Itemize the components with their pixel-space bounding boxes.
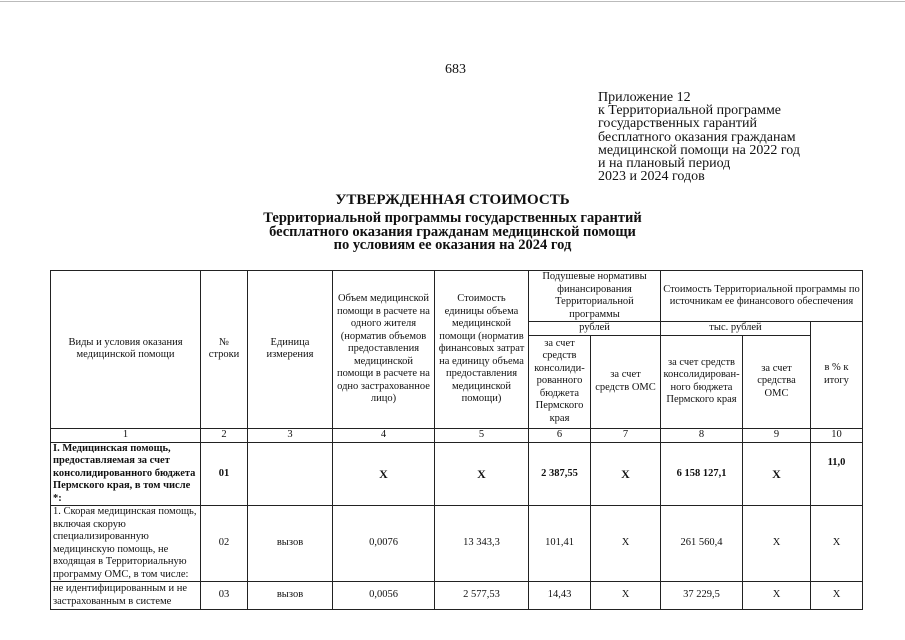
table-row [51,442,863,506]
row-volume: 0,0056 [333,582,435,610]
column-number: 3 [248,428,333,442]
row-per-capita-budget: 101,41 [529,506,591,582]
row-per-capita-oms: X [591,442,661,506]
subtitle-line: Территориальной программы государственных гарантий [263,210,642,226]
row-percent: X [811,582,863,610]
column-number: 6 [529,428,591,442]
appendix-line: бесплатного оказания гражданам [598,129,796,145]
appendix-note [598,91,800,183]
page-number: 683 [445,62,466,77]
row-name: 1. Скорая медицинская помощь, включая скорую специализированную медицинскую помощь, не входящая в Территориальную программу ОМС, в том числе: [51,506,201,582]
row-percent: 11,0 [811,442,863,506]
scan-edge-line [0,1,905,2]
header-unit-rubles: рублей [529,322,661,336]
row-total-oms: X [743,442,811,506]
header-volume: Объем медицинской помощи в расчете на одного жителя (норматив объемов предоставления медицинской помощи в расчете на одно застрахованное лицо) [333,271,435,429]
row-total-budget: 261 560,4 [661,506,743,582]
row-unit: вызов [248,506,333,582]
header-kinds-conditions: Виды и условия оказания медицинской помощи [51,271,201,429]
column-number: 2 [201,428,248,442]
column-number: 5 [435,428,529,442]
header-per-capita-oms: за счет средств ОМС [591,335,661,428]
row-per-capita-budget: 14,43 [529,582,591,610]
row-name: не идентифицированным и не застрахованным в системе [51,582,201,610]
appendix-line: 2023 и 2024 годов [598,169,705,185]
row-unit-cost: X [435,442,529,506]
header-total-budget: за счет средств консолидирован- ного бюджета Пермского края [661,335,743,428]
row-line-number: 02 [201,506,248,582]
row-unit-cost: 13 343,3 [435,506,529,582]
column-number-row [51,428,863,442]
row-unit-cost: 2 577,53 [435,582,529,610]
document-title: УТВЕРЖДЕННАЯ СТОИМОСТЬ [335,192,570,208]
header-unit-thousand-rubles: тыс. рублей [661,322,811,336]
header-total-oms: за счет средства ОМС [743,335,811,428]
row-unit [248,442,333,506]
header-unit-cost: Стоимость единицы объема медицинской помощи (норматив финансовых затрат на единицу объема предоставления медицинской помощи) [435,271,529,429]
column-number: 9 [743,428,811,442]
row-percent: X [811,506,863,582]
header-percent-total: в % к итогу [811,322,863,429]
column-number: 4 [333,428,435,442]
row-volume: X [333,442,435,506]
row-line-number: 01 [201,442,248,506]
cost-table [50,270,863,610]
row-per-capita-oms: X [591,582,661,610]
column-number: 10 [811,428,863,442]
row-per-capita-oms: X [591,506,661,582]
subtitle-line: по условиям ее оказания на 2024 год [333,237,572,253]
row-total-oms: X [743,506,811,582]
row-total-budget: 6 158 127,1 [661,442,743,506]
document-subtitle [0,212,905,253]
row-line-number: 03 [201,582,248,610]
appendix-line: к Территориальной программе [598,103,782,119]
column-number: 1 [51,428,201,442]
header-line-number: № строки [201,271,248,429]
row-total-budget: 37 229,5 [661,582,743,610]
subtitle-line: бесплатного оказания гражданам медицинской помощи [269,223,636,240]
column-number: 7 [591,428,661,442]
column-number: 8 [661,428,743,442]
table-row [51,582,863,610]
appendix-line: медицинской помощи на 2022 год [598,142,800,158]
appendix-line: Приложение 12 [598,90,691,105]
header-per-capita-group: Подушевые нормативы финансирования Территориальной программы [529,271,661,322]
header-program-cost-group: Стоимость Территориальной программы по источникам ее финансового обеспечения [661,271,863,322]
appendix-line: и на плановый период [598,156,731,172]
header-unit: Единица измерения [248,271,333,429]
row-total-oms: X [743,582,811,610]
appendix-line: государственных гарантий [598,116,757,132]
header-per-capita-budget: за счет средств консолиди- рованного бюджета Пермского края [529,335,591,428]
row-per-capita-budget: 2 387,55 [529,442,591,506]
row-unit: вызов [248,582,333,610]
table-row [51,506,863,582]
row-volume: 0,0076 [333,506,435,582]
row-name: I. Медицинская помощь, предоставляемая за счет консолидированного бюджета Пермского края, в том числе *: [51,442,201,506]
